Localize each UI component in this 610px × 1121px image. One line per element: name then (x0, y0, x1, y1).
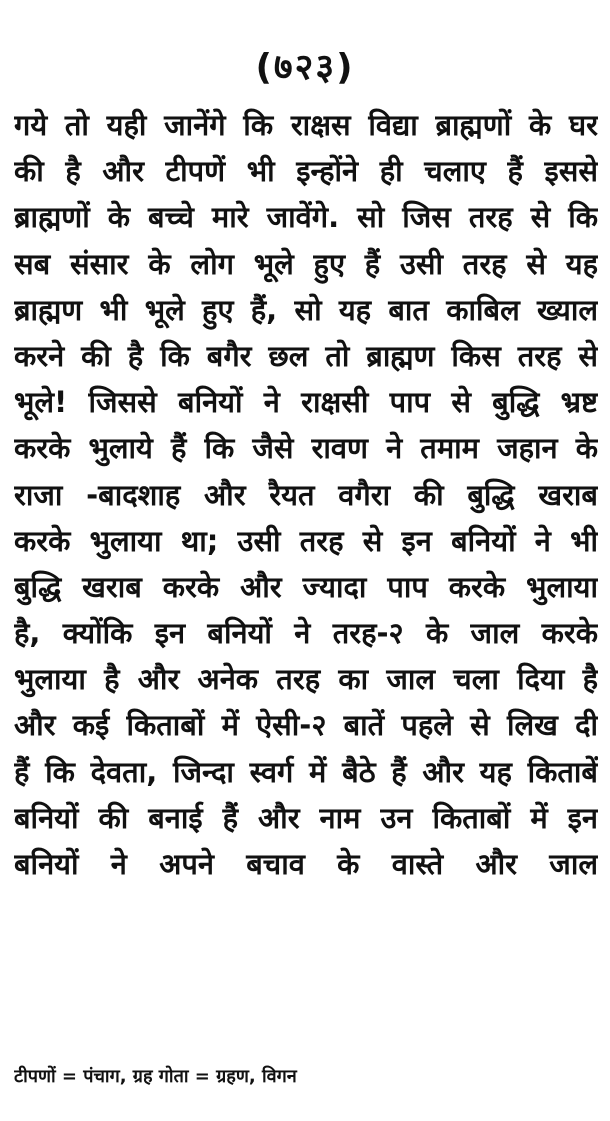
footnote: टीपणों = पंचाग, ग्रह गोता = ग्रहण, विगन (14, 1066, 297, 1087)
text-line-7: भूले! जिससे बनियों ने राक्षसी पाप से बुद्धि भ्रष्ट (14, 385, 598, 420)
body-text (14, 102, 598, 887)
text-line-5: ब्राह्मण भी भूले हुए हैं, सो यह बात काबिल ख्याल (14, 292, 598, 327)
text-line-11: बुद्धि खराब करके और ज्यादा पाप करके भुलाया (14, 569, 598, 604)
text-line-9: राजा -बादशाह और रैयत वगैरा की बुद्धि खराब (14, 477, 598, 512)
text-line-15: हैं कि देवता, जिन्दा स्वर्ग में बैठे हैं और यह किताबें (14, 754, 598, 789)
text-line-3: ब्राह्मणों के बच्चे मारे जावेंगे. सो जिस तरह से कि (14, 200, 598, 235)
text-line-10: करके भुलाया था; उसी तरह से इन बनियों ने भी (14, 523, 598, 558)
text-line-17: बनियों ने अपने बचाव के वास्ते और जाल (14, 847, 598, 881)
page-number: (७२३) (255, 47, 355, 88)
text-line-12: है, क्योंकि इन बनियों ने तरह-२ के जाल करके (14, 616, 598, 651)
text-line-1: गये तो यही जानेंगे कि राक्षस विद्या ब्राह्मणों के घर (14, 108, 598, 142)
text-line-6: करने की है कि बगैर छल तो ब्राह्मण किस तरह से (14, 338, 598, 373)
text-line-2: की है और टीपणें भी इन्होंने ही चलाए हैं इससे (14, 154, 598, 189)
text-line-4: सब संसार के लोग भूले हुए हैं उसी तरह से यह (14, 246, 598, 281)
text-line-14: और कई किताबों में ऐसी-२ बातें पहले से लिख दी (14, 708, 598, 743)
text-line-16: बनियों की बनाई हैं और नाम उन किताबों में इन (14, 800, 598, 835)
text-line-13: भुलाया है और अनेक तरह का जाल चला दिया है (14, 662, 598, 697)
text-line-8: करके भुलाये हैं कि जैसे रावण ने तमाम जहान के (14, 431, 598, 466)
